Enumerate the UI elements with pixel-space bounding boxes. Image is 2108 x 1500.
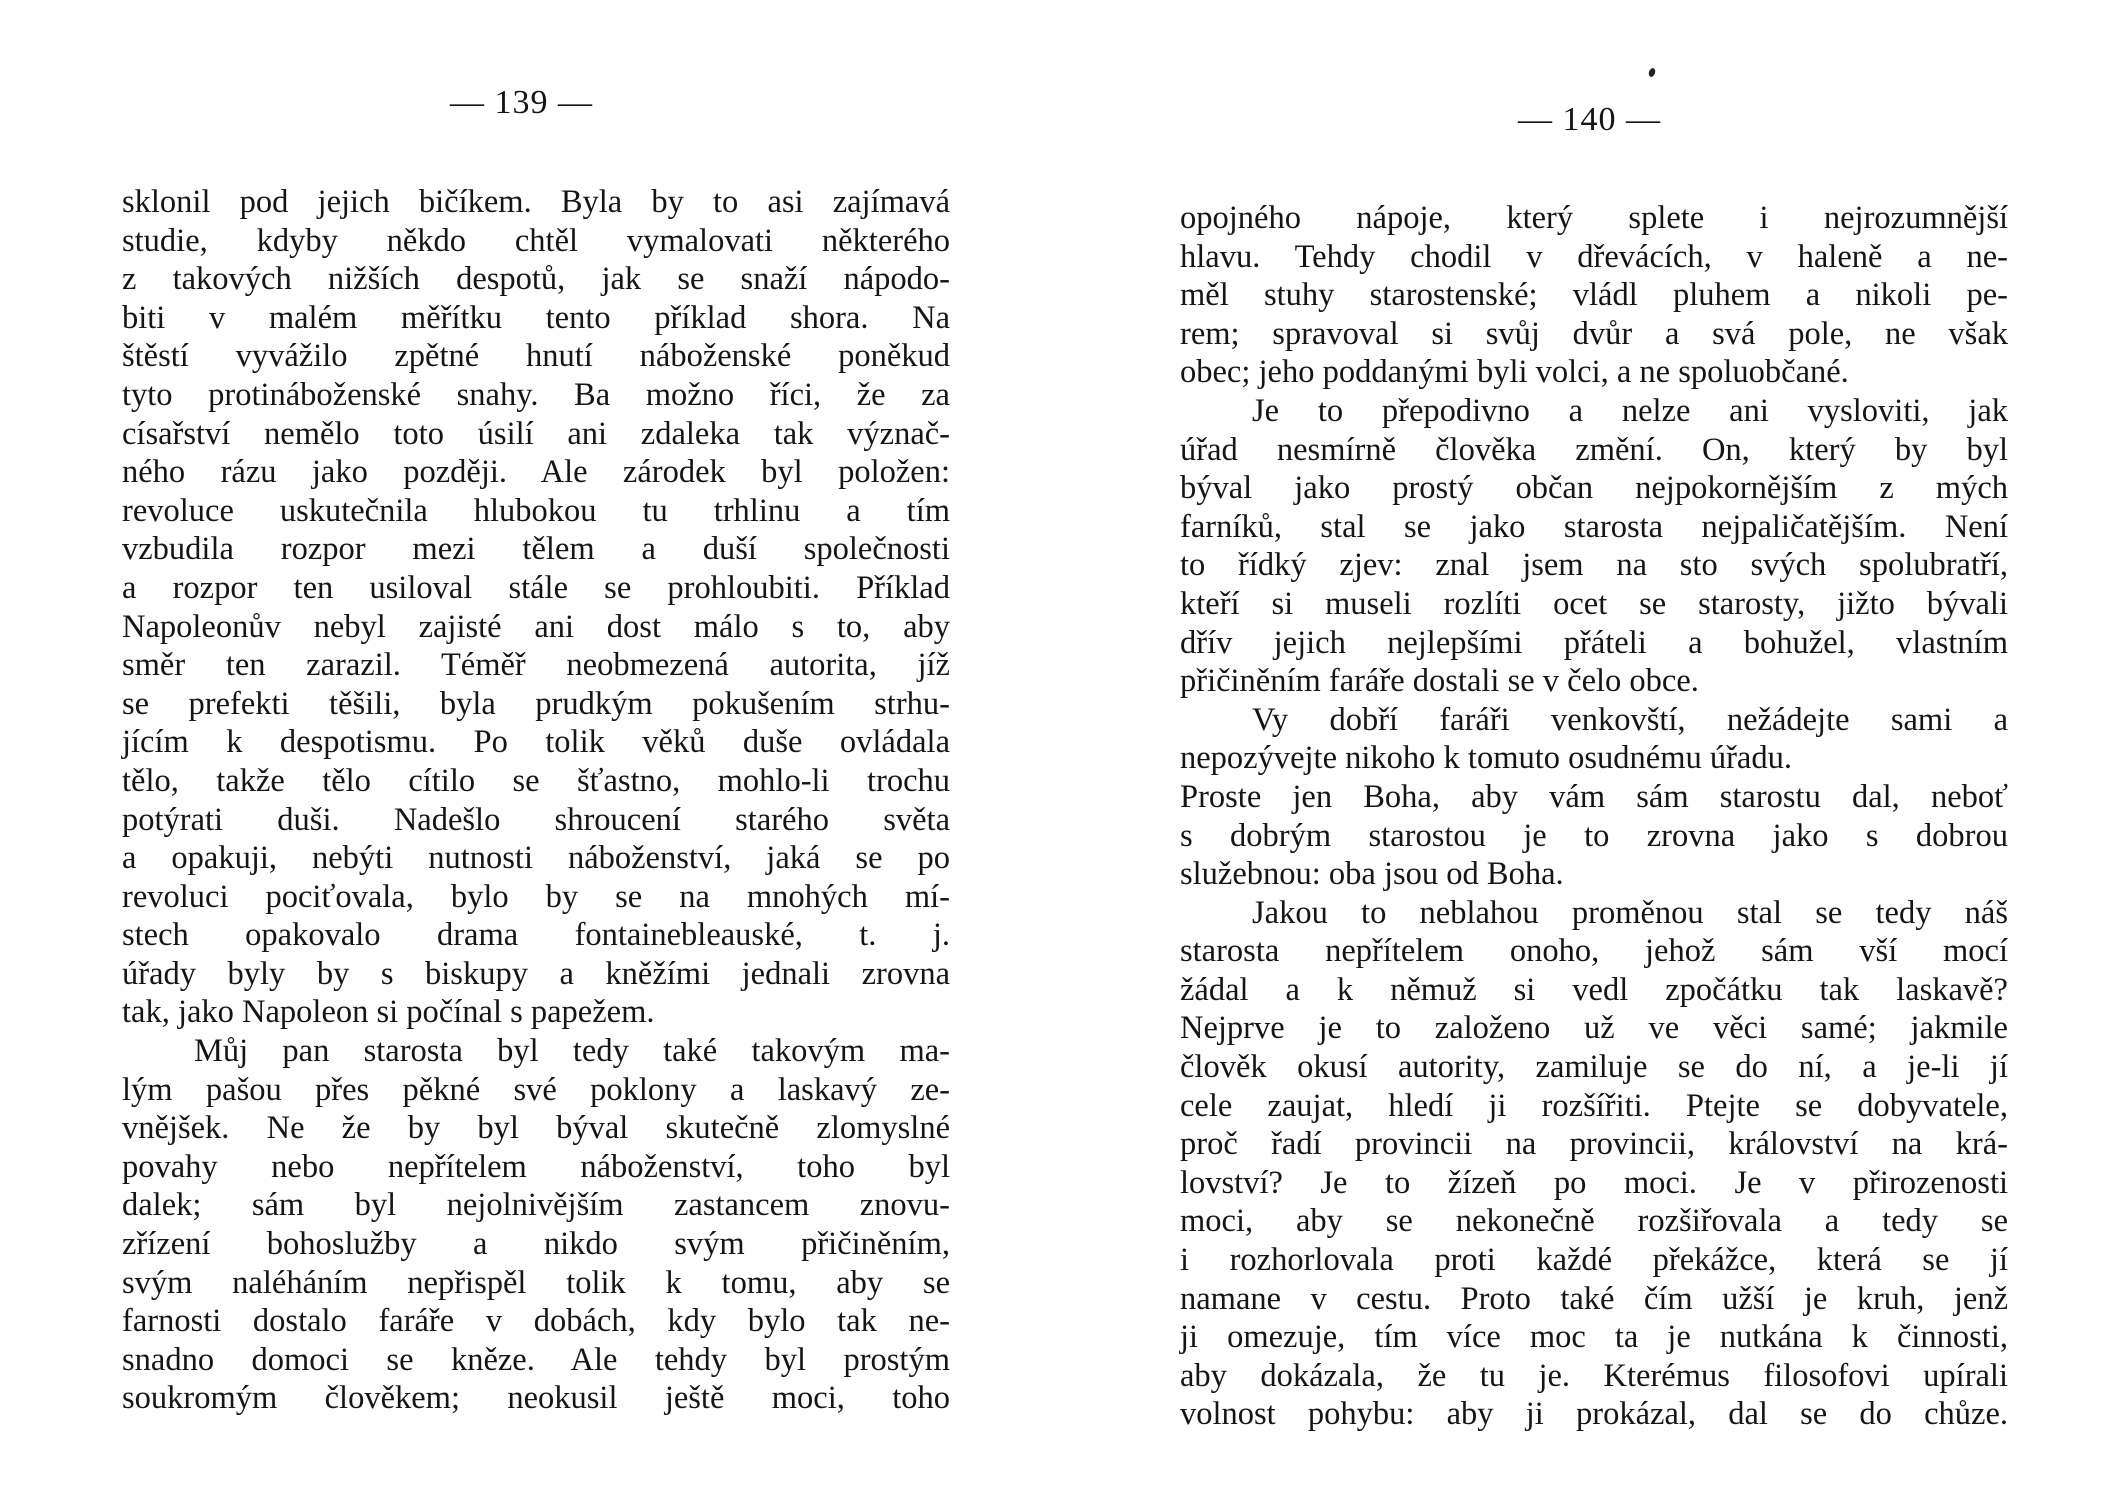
text-line: nepozývejte nikoho k tomuto osudnému úřadu. bbox=[1180, 740, 1792, 777]
text-line: zřízení bohoslužby a nikdo svým přičiněním, bbox=[122, 1226, 950, 1263]
text-line: štěstí vyvážilo zpětné hnutí náboženské poněkud bbox=[122, 338, 950, 375]
text-line: tyto protináboženské snahy. Ba možno říci, že za bbox=[122, 376, 950, 413]
right-page bbox=[1054, 0, 2108, 1500]
text-line: žádal a k němuž si vedl zpočátku tak laskavě? bbox=[1180, 971, 2008, 1008]
text-line: sklonil pod jejich bičíkem. Byla by to asi zajímavá bbox=[122, 184, 950, 220]
text-line: hlavu. Tehdy chodil v dřevácích, v haleně a ne- bbox=[1180, 238, 2008, 275]
text-line: dalek; sám byl nejolnivějším zastancem znovu- bbox=[122, 1187, 950, 1224]
text-line: farníků, stal se jako starosta nejpaličatějším. Není bbox=[1180, 508, 2008, 545]
text-line: povahy nebo nepřítelem náboženství, toho byl bbox=[122, 1148, 950, 1185]
text-line: soukromým člověkem; neokusil ještě moci, toho bbox=[122, 1380, 950, 1417]
text-line: Proste jen Boha, aby vám sám starostu dal, neboť bbox=[1180, 778, 2008, 815]
text-line: z takových nižších despotů, jak se snaží nápodo- bbox=[122, 261, 950, 298]
text-line: úřad nesmírně člověka změní. On, který by byl bbox=[1180, 431, 2008, 468]
text-line: vnějšek. Ne že by byl býval skutečně zlomyslné bbox=[122, 1110, 950, 1147]
text-line: služebnou: oba jsou od Boha. bbox=[1180, 856, 1564, 893]
text-line: vzbudila rozpor mezi tělem a duší společnosti bbox=[122, 531, 950, 568]
text-line: tělo, takže tělo cítilo se šťastno, mohlo-li trochu bbox=[122, 762, 950, 799]
text-line: revoluce uskutečnila hlubokou tu trhlinu a tím bbox=[122, 492, 950, 529]
text-line: císařství nemělo toto úsilí ani zdaleka tak význač- bbox=[122, 415, 950, 452]
text-line: snadno domoci se kněze. Ale tehdy byl prostým bbox=[122, 1341, 950, 1378]
text-line: biti v malém měřítku tento příklad shora. Na bbox=[122, 299, 950, 336]
text-line: přičiněním faráře dostali se v čelo obce. bbox=[1180, 663, 1699, 700]
text-line: Nejprve je to založeno už ve věci samé; jakmile bbox=[1180, 1010, 2008, 1047]
print-speck bbox=[1648, 67, 1657, 78]
text-line: Je to přepodivno a nelze ani vysloviti, jak bbox=[1252, 392, 2008, 429]
text-line: Vy dobří faráři venkovští, nežádejte sami a bbox=[1252, 701, 2008, 738]
text-line: proč řadí provincii na provincii, království na krá- bbox=[1180, 1126, 2008, 1163]
text-line: s dobrým starostou je to zrovna jako s dobrou bbox=[1180, 817, 2008, 854]
text-line: dřív jejich nejlepšími přáteli a bohužel, vlastním bbox=[1180, 624, 2008, 661]
text-line: obec; jeho poddanými byli volci, a ne spoluobčané. bbox=[1180, 354, 1849, 391]
text-line: jícím k despotismu. Po tolik věků duše ovládala bbox=[122, 724, 950, 761]
page-number-right: — 140 — bbox=[1518, 101, 1661, 138]
text-line: rem; spravoval si svůj dvůr a svá pole, ne však bbox=[1180, 315, 2008, 352]
text-line: opojného nápoje, který splete i nejrozumnější bbox=[1180, 200, 2008, 236]
text-line: potýrati duši. Nadešlo shroucení starého světa bbox=[122, 801, 950, 838]
text-line: lovství? Je to žízeň po moci. Je v přirozenosti bbox=[1180, 1164, 2008, 1201]
text-line: a opakuji, nebýti nutnosti náboženství, jaká se po bbox=[122, 840, 950, 877]
text-line: farnosti dostalo faráře v dobách, kdy bylo tak ne- bbox=[122, 1303, 950, 1340]
text-line: starosta nepřítelem onoho, jehož sám vší mocí bbox=[1180, 933, 2008, 970]
text-line: měl stuhy starostenské; vládl pluhem a nikoli pe- bbox=[1180, 277, 2008, 314]
text-line: to řídký zjev: znal jsem na sto svých spolubratří, bbox=[1180, 547, 2008, 584]
text-line: se prefekti těšili, byla prudkým pokušením strhu- bbox=[122, 685, 950, 722]
text-line: svým naléháním nepřispěl tolik k tomu, aby se bbox=[122, 1264, 950, 1301]
text-line: směr ten zarazil. Téměř neobmezená autorita, jíž bbox=[122, 647, 950, 684]
text-line: býval jako prostý občan nejpokornějším z mých bbox=[1180, 470, 2008, 507]
text-line: studie, kdyby někdo chtěl vymalovati některého bbox=[122, 222, 950, 259]
text-line: Jakou to neblahou proměnou stal se tedy náš bbox=[1252, 894, 2008, 931]
page-number-left: — 139 — bbox=[450, 84, 593, 121]
text-line: revoluci pociťovala, bylo by se na mnohých mí- bbox=[122, 878, 950, 915]
text-line: tak, jako Napoleon si počínal s papežem. bbox=[122, 994, 655, 1031]
text-line: lým pašou přes pěkné své poklony a laskavý ze- bbox=[122, 1071, 950, 1108]
right-page-text bbox=[1180, 199, 2008, 1434]
text-line: volnost pohybu: aby ji prokázal, dal se do chůze. bbox=[1180, 1396, 2008, 1433]
text-line: moci, aby se nekonečně rozšiřovala a tedy se bbox=[1180, 1203, 2008, 1240]
text-line: ji omezuje, tím více moc ta je nutkána k činnosti, bbox=[1180, 1319, 2008, 1356]
text-line: namane v cestu. Proto také čím užší je kruh, jenž bbox=[1180, 1280, 2008, 1317]
text-line: i rozhorlovala proti každé překážce, která se jí bbox=[1180, 1242, 2008, 1279]
text-line: člověk okusí autority, zamiluje se do ní, a je-li jí bbox=[1180, 1049, 2008, 1086]
text-line: ného rázu jako později. Ale zárodek byl položen: bbox=[122, 454, 950, 491]
text-line: aby dokázala, že tu je. Kterémus filosofovi upírali bbox=[1180, 1357, 2008, 1394]
text-line: Napoleonův nebyl zajisté ani dost málo s to, aby bbox=[122, 608, 950, 645]
text-line: úřady byly by s biskupy a kněžími jednali zrovna bbox=[122, 955, 950, 992]
text-line: kteří si museli rozlíti ocet se starosty, jižto bývali bbox=[1180, 585, 2008, 622]
left-page-text bbox=[122, 183, 950, 1418]
text-line: Můj pan starosta byl tedy také takovým ma- bbox=[194, 1033, 950, 1070]
text-line: a rozpor ten usiloval stále se prohloubiti. Příklad bbox=[122, 569, 950, 606]
text-line: cele zaujat, hledí ji rozšířiti. Ptejte se dobyvatele, bbox=[1180, 1087, 2008, 1124]
text-line: stech opakovalo drama fontainebleauské, t. j. bbox=[122, 917, 950, 954]
